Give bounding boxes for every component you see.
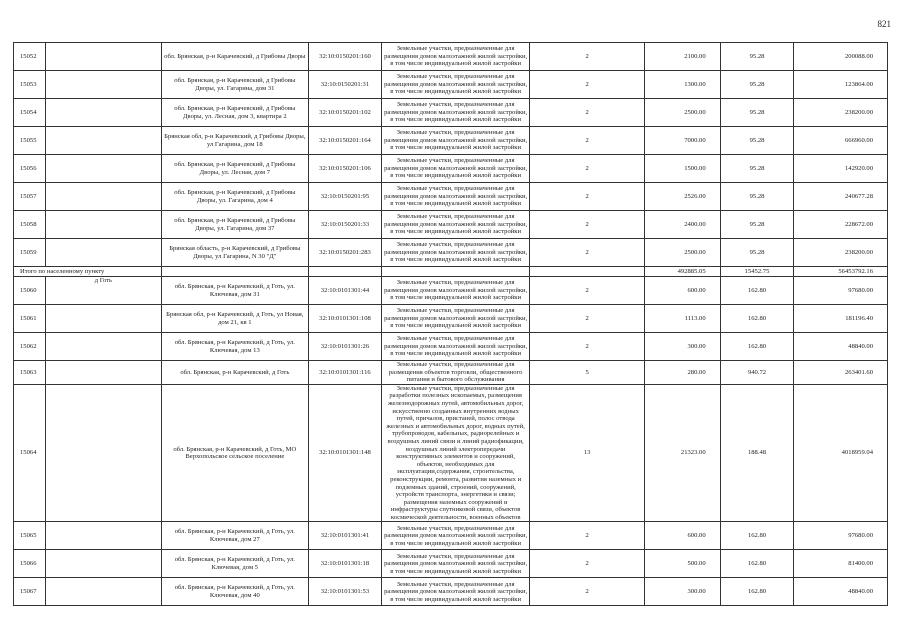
cadastral-number-cell: 32:10:0150201:31 xyxy=(309,71,382,99)
empty-cell xyxy=(530,267,644,277)
row-id-cell: 15066 xyxy=(14,550,46,578)
empty-cell xyxy=(309,267,382,277)
row-id-cell: 15054 xyxy=(14,99,46,127)
table-row xyxy=(14,43,888,71)
rate-cell: 188.48 xyxy=(720,384,794,522)
cadastral-value-cell: 81400.00 xyxy=(794,550,888,578)
rate-cell: 95.28 xyxy=(720,71,794,99)
table-row xyxy=(14,239,888,267)
total-area-cell: 492885.05 xyxy=(644,267,720,277)
address-cell: обл. Брянская, р-н Карачевский, д Готь, ул. Ключевая, дом 31 xyxy=(161,277,309,305)
rate-cell: 95.28 xyxy=(720,239,794,267)
row-id-cell: 15067 xyxy=(14,578,46,606)
cadastral-value-cell: 181196.40 xyxy=(794,305,888,333)
page-number: 821 xyxy=(877,19,891,29)
cadastral-number-cell: 32:10:0101301:41 xyxy=(309,522,382,550)
cadastral-value-cell: 97680.00 xyxy=(794,522,888,550)
address-cell: обл. Брянская, р-н Карачевский, д Грибовы Дворы, ул. Лесная, дом 3, квартира 2 xyxy=(161,99,309,127)
empty-cell xyxy=(46,384,161,522)
group-cell: 5 xyxy=(530,361,644,385)
rate-cell: 162.80 xyxy=(720,277,794,305)
group-cell: 2 xyxy=(530,239,644,267)
address-cell: обл. Брянская, р-н Карачевский, д Грибовы Дворы xyxy=(161,43,309,71)
area-cell: 21323.00 xyxy=(644,384,720,522)
table-row xyxy=(14,578,888,606)
land-purpose-cell: Земельные участки, предназначенные для размещения домов малоэтажной жилой застройки, в том числе индивидуальной жилой застройки xyxy=(381,127,530,155)
table-row xyxy=(14,277,888,305)
empty-cell xyxy=(46,522,161,550)
group-cell: 13 xyxy=(530,384,644,522)
rate-cell: 162.80 xyxy=(720,305,794,333)
rate-cell: 95.28 xyxy=(720,183,794,211)
empty-cell xyxy=(161,267,309,277)
row-id-cell: 15052 xyxy=(14,43,46,71)
land-purpose-cell: Земельные участки, предназначенные для размещения домов малоэтажной жилой застройки, в том числе индивидуальной жилой застройки xyxy=(381,333,530,361)
address-cell: Брянская обл, р-н Карачевский, д Готь, ул Новая, дом 21, кв 1 xyxy=(161,305,309,333)
rate-cell: 95.28 xyxy=(720,43,794,71)
empty-cell xyxy=(46,361,161,385)
land-purpose-cell: Земельные участки, предназначенные для размещения домов малоэтажной жилой застройки, в том числе индивидуальной жилой застройки xyxy=(381,71,530,99)
area-cell: 1113.00 xyxy=(644,305,720,333)
group-cell: 2 xyxy=(530,183,644,211)
rate-cell: 162.80 xyxy=(720,550,794,578)
cadastral-number-cell: 32:10:0150201:95 xyxy=(309,183,382,211)
table-row xyxy=(14,305,888,333)
empty-cell xyxy=(46,305,161,333)
land-purpose-cell: Земельные участки, предназначенные для размещения домов малоэтажной жилой застройки, в том числе индивидуальной жилой застройки xyxy=(381,550,530,578)
rate-cell: 940.72 xyxy=(720,361,794,385)
row-id-cell: 15060 xyxy=(14,277,46,305)
rate-cell: 95.28 xyxy=(720,99,794,127)
row-id-cell: 15062 xyxy=(14,333,46,361)
rate-cell: 95.28 xyxy=(720,211,794,239)
cadastral-number-cell: 32:10:0150201:283 xyxy=(309,239,382,267)
empty-cell xyxy=(46,211,161,239)
group-cell: 2 xyxy=(530,550,644,578)
area-cell: 2500.00 xyxy=(644,239,720,267)
cadastral-number-cell: 32:10:0150201:102 xyxy=(309,99,382,127)
group-cell: 2 xyxy=(530,71,644,99)
table-row xyxy=(14,522,888,550)
address-cell: обл. Брянская, р-н Карачевский, д Грибовы Дворы, ул. Лесная, дом 7 xyxy=(161,155,309,183)
address-cell: обл. Брянская, р-н Карачевский, д Грибовы Дворы, ул. Гагарина, дом 37 xyxy=(161,211,309,239)
empty-cell xyxy=(46,578,161,606)
cadastral-value-cell: 238200.00 xyxy=(794,99,888,127)
cadastral-value-table xyxy=(13,42,888,606)
cadastral-value-cell: 666960.00 xyxy=(794,127,888,155)
table-row xyxy=(14,384,888,522)
land-purpose-cell: Земельные участки, предназначенные для разработки полезных ископаемых, размещения железнодорожных путей, автомобильных дорог, искусственно созданных внутренних водных путей, причалов, пристаней, полос отвода железных и автомобильных дорог, водных путей, трубопроводов, кабельных, радиорелейных и воздушных линий связи и линий радиофикации, воздушных линий электропередачи конструктивных элементов и сооружений, объектов, необходимых для эксплуатации,содержания, строительства, реконструкции, ремонта, развития наземных и подземных зданий, строений, сооружений, устройств транспорта, энергетики и связи; размещения наземных сооружений и инфраструктуры спутниковой связи, объектов космической деятельности, военных объектов xyxy=(381,384,530,522)
area-cell: 2400.00 xyxy=(644,211,720,239)
total-label-cell: Итого по населенному пункту xyxy=(14,267,162,277)
row-id-cell: 15053 xyxy=(14,71,46,99)
land-purpose-cell: Земельные участки, предназначенные для размещения домов малоэтажной жилой застройки, в том числе индивидуальной жилой застройки xyxy=(381,155,530,183)
cadastral-number-cell: 32:10:0150201:164 xyxy=(309,127,382,155)
address-cell: обл. Брянская, р-н Карачевский, д Готь xyxy=(161,361,309,385)
address-cell: обл. Брянская, р-н Карачевский, д Грибовы Дворы, ул. Гагарина, дом 4 xyxy=(161,183,309,211)
cadastral-number-cell: 32:10:0101301:18 xyxy=(309,550,382,578)
total-value-cell: 56453792.16 xyxy=(794,267,888,277)
cadastral-value-cell: 240677.28 xyxy=(794,183,888,211)
rate-cell: 95.28 xyxy=(720,127,794,155)
area-cell: 600.00 xyxy=(644,277,720,305)
area-cell: 300.00 xyxy=(644,333,720,361)
cadastral-value-cell: 4018959.04 xyxy=(794,384,888,522)
empty-cell xyxy=(381,267,530,277)
row-id-cell: 15059 xyxy=(14,239,46,267)
row-id-cell: 15055 xyxy=(14,127,46,155)
table-row xyxy=(14,99,888,127)
land-purpose-cell: Земельные участки, предназначенные для размещения домов малоэтажной жилой застройки, в том числе индивидуальной жилой застройки xyxy=(381,99,530,127)
cadastral-value-cell: 123864.00 xyxy=(794,71,888,99)
empty-cell xyxy=(46,43,161,71)
cadastral-value-cell: 228672.00 xyxy=(794,211,888,239)
address-cell: обл. Брянская, р-н Карачевский, д Готь, МО Верхопольское сельское поселение xyxy=(161,384,309,522)
group-cell: 2 xyxy=(530,211,644,239)
address-cell: обл. Брянская, р-н Карачевский, д Готь, ул. Ключевая, дом 13 xyxy=(161,333,309,361)
empty-cell xyxy=(46,127,161,155)
row-id-cell: 15061 xyxy=(14,305,46,333)
cadastral-value-cell: 238200.00 xyxy=(794,239,888,267)
rate-cell: 95.28 xyxy=(720,155,794,183)
cadastral-number-cell: 32:10:0101301:116 xyxy=(309,361,382,385)
land-purpose-cell: Земельные участки, предназначенные для размещения домов малоэтажной жилой застройки, в том числе индивидуальной жилой застройки xyxy=(381,522,530,550)
address-cell: обл. Брянская, р-н Карачевский, д Готь, ул. Ключевая, дом 5 xyxy=(161,550,309,578)
cadastral-number-cell: 32:10:0150201:160 xyxy=(309,43,382,71)
land-purpose-cell: Земельные участки, предназначенные для размещения объектов торговли, общественного питания и бытового обслуживания xyxy=(381,361,530,385)
area-cell: 300.00 xyxy=(644,578,720,606)
locality-label: д Готь xyxy=(46,277,161,305)
area-cell: 280.00 xyxy=(644,361,720,385)
empty-cell xyxy=(46,333,161,361)
group-cell: 2 xyxy=(530,333,644,361)
group-cell: 2 xyxy=(530,522,644,550)
land-purpose-cell: Земельные участки, предназначенные для размещения домов малоэтажной жилой застройки, в том числе индивидуальной жилой застройки xyxy=(381,183,530,211)
cadastral-number-cell: 32:10:0101301:148 xyxy=(309,384,382,522)
row-id-cell: 15064 xyxy=(14,384,46,522)
table-row xyxy=(14,361,888,385)
row-id-cell: 15065 xyxy=(14,522,46,550)
address-cell: Брянская обл, р-н Карачевский, д Грибовы Дворы, ул Гагарина, дом 18 xyxy=(161,127,309,155)
group-cell: 2 xyxy=(530,305,644,333)
land-purpose-cell: Земельные участки, предназначенные для размещения домов малоэтажной жилой застройки, в том числе индивидуальной жилой застройки xyxy=(381,239,530,267)
table-row xyxy=(14,71,888,99)
row-id-cell: 15056 xyxy=(14,155,46,183)
empty-cell xyxy=(46,239,161,267)
table-row xyxy=(14,333,888,361)
cadastral-number-cell: 32:10:0150201:106 xyxy=(309,155,382,183)
empty-cell xyxy=(46,550,161,578)
table-row xyxy=(14,211,888,239)
area-cell: 2500.00 xyxy=(644,99,720,127)
empty-cell xyxy=(46,99,161,127)
cadastral-value-cell: 200088.00 xyxy=(794,43,888,71)
row-id-cell: 15058 xyxy=(14,211,46,239)
group-cell: 2 xyxy=(530,277,644,305)
group-cell: 2 xyxy=(530,127,644,155)
area-cell: 600.00 xyxy=(644,522,720,550)
land-purpose-cell: Земельные участки, предназначенные для размещения домов малоэтажной жилой застройки, в том числе индивидуальной жилой застройки xyxy=(381,277,530,305)
cadastral-number-cell: 32:10:0150201:33 xyxy=(309,211,382,239)
cadastral-value-cell: 48840.00 xyxy=(794,333,888,361)
cadastral-number-cell: 32:10:0101301:26 xyxy=(309,333,382,361)
empty-cell xyxy=(46,155,161,183)
table-row xyxy=(14,183,888,211)
area-cell: 1300.00 xyxy=(644,71,720,99)
rate-cell: 162.80 xyxy=(720,578,794,606)
empty-cell xyxy=(46,71,161,99)
area-cell: 500.00 xyxy=(644,550,720,578)
group-cell: 2 xyxy=(530,155,644,183)
row-id-cell: 15063 xyxy=(14,361,46,385)
group-cell: 2 xyxy=(530,578,644,606)
cadastral-number-cell: 32:10:0101301:108 xyxy=(309,305,382,333)
rate-cell: 162.80 xyxy=(720,333,794,361)
cadastral-number-cell: 32:10:0101301:53 xyxy=(309,578,382,606)
empty-cell xyxy=(46,183,161,211)
area-cell: 2526.00 xyxy=(644,183,720,211)
total-rate-cell: 15452.75 xyxy=(720,267,794,277)
address-cell: обл. Брянская, р-н Карачевский, д Готь, ул. Ключевая, дом 27 xyxy=(161,522,309,550)
cadastral-value-cell: 263401.60 xyxy=(794,361,888,385)
area-cell: 7000.00 xyxy=(644,127,720,155)
group-cell: 2 xyxy=(530,43,644,71)
address-cell: обл. Брянская, р-н Карачевский, д Грибовы Дворы, ул. Гагарина, дом 31 xyxy=(161,71,309,99)
group-cell: 2 xyxy=(530,99,644,127)
cadastral-number-cell: 32:10:0101301:44 xyxy=(309,277,382,305)
cadastral-value-cell: 48840.00 xyxy=(794,578,888,606)
row-id-cell: 15057 xyxy=(14,183,46,211)
address-cell: обл. Брянская, р-н Карачевский, д Готь, ул. Ключевая, дом 40 xyxy=(161,578,309,606)
rate-cell: 162.80 xyxy=(720,522,794,550)
table-row xyxy=(14,550,888,578)
total-row xyxy=(14,267,888,277)
land-purpose-cell: Земельные участки, предназначенные для размещения домов малоэтажной жилой застройки, в том числе индивидуальной жилой застройки xyxy=(381,305,530,333)
area-cell: 1500.00 xyxy=(644,155,720,183)
address-cell: Брянская область, р-н Карачевский, д Грибовы Дворы, ул Гагарина, N 30 "Д" xyxy=(161,239,309,267)
land-purpose-cell: Земельные участки, предназначенные для размещения домов малоэтажной жилой застройки, в том числе индивидуальной жилой застройки xyxy=(381,211,530,239)
area-cell: 2100.00 xyxy=(644,43,720,71)
cadastral-value-cell: 97680.00 xyxy=(794,277,888,305)
cadastral-value-cell: 142920.00 xyxy=(794,155,888,183)
land-purpose-cell: Земельные участки, предназначенные для размещения домов малоэтажной жилой застройки, в том числе индивидуальной жилой застройки xyxy=(381,578,530,606)
land-purpose-cell: Земельные участки, предназначенные для размещения домов малоэтажной жилой застройки, в том числе индивидуальной жилой застройки xyxy=(381,43,530,71)
table-row xyxy=(14,155,888,183)
table-row xyxy=(14,127,888,155)
